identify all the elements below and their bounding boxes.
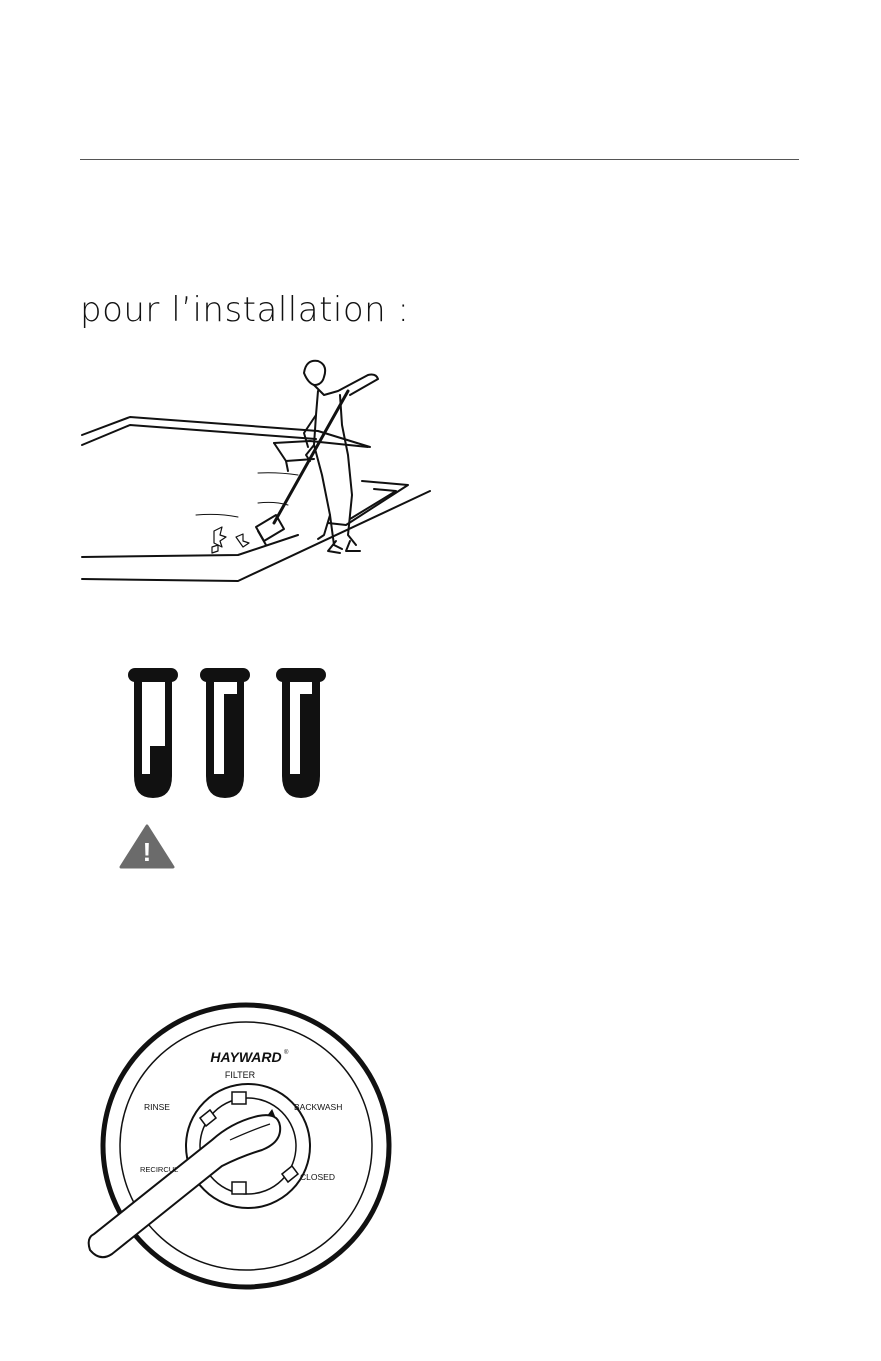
warning-triangle-icon <box>118 823 176 870</box>
valve-position-recirc: RECIRCUL <box>140 1165 179 1174</box>
valve-position-closed: CLOSED <box>300 1172 335 1182</box>
warning-symbol: ! <box>142 837 152 867</box>
valve-position-backwash: BACKWASH <box>294 1102 343 1112</box>
valve-brand-mark: ® <box>284 1050 289 1056</box>
valve-name: FILTER <box>224 1070 256 1080</box>
header-divider <box>80 159 799 160</box>
pool-cleaning-illustration <box>78 355 440 585</box>
multiport-valve-illustration <box>82 1000 392 1290</box>
valve-brand: HAYWARD <box>210 1049 282 1065</box>
valve-position-rinse: RINSE <box>144 1102 170 1112</box>
test-tubes-icon <box>120 664 334 804</box>
section-heading: pour l’installation : <box>80 290 410 330</box>
